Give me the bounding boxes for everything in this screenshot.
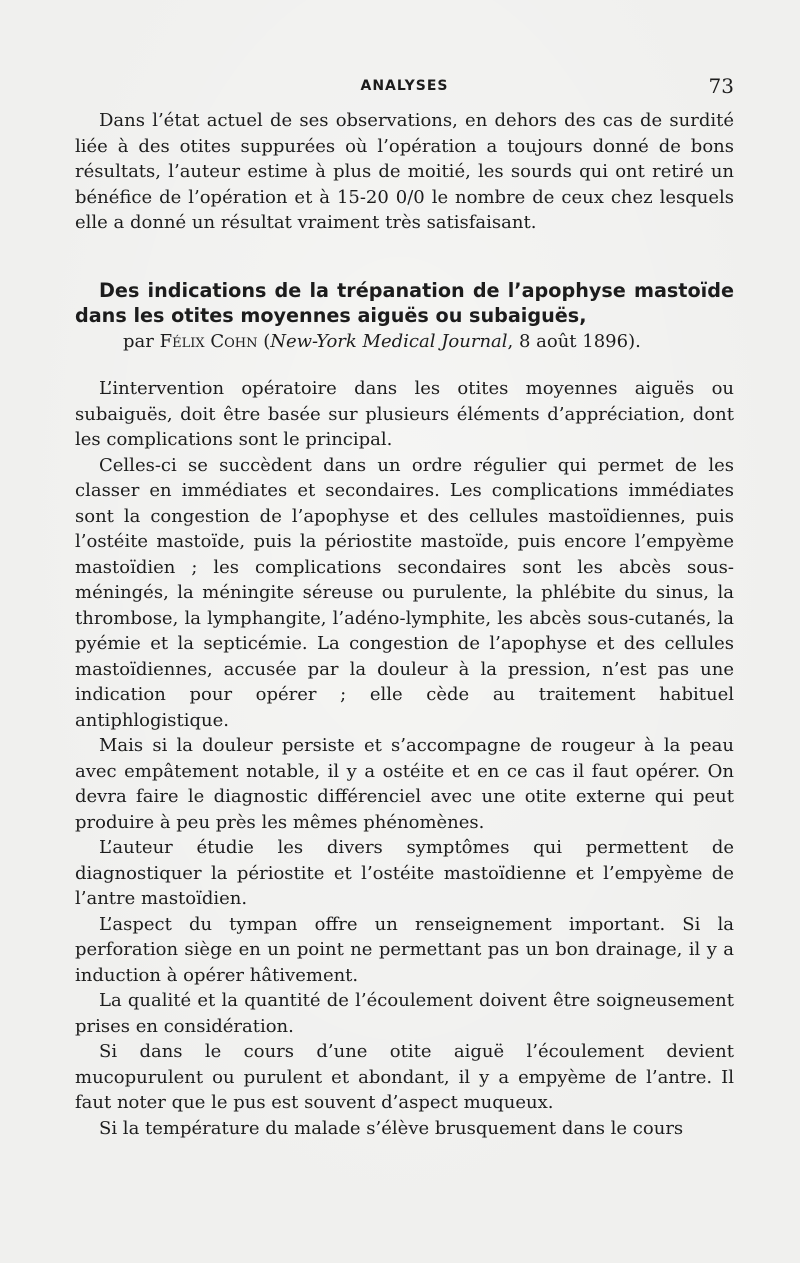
page-content [75, 108, 734, 1141]
journal-name: New-York Medical Journal [270, 330, 508, 352]
body-paragraph: Si dans le cours d’une otite aiguë l’écoulement devient mucopurulent ou purulent et abondant, il y a empyème de l’antre. Il faut noter que le pus est souvent d’aspect muqueux. [75, 1041, 734, 1113]
body-paragraph: Mais si la douleur persiste et s’accompagne de rougeur à la peau avec empâtement notable, il y a ostéite et en ce cas il faut opérer. On devra faire le diagnostic différenciel avec une otite externe qui peut produire à peu près les mêmes phénomènes. [75, 735, 734, 833]
running-head [75, 74, 734, 98]
article-heading [75, 278, 734, 355]
body-paragraph: L’auteur étudie les divers symptômes qui permettent de diagnostiquer la périostite et l’ostéite mastoïdienne et l’empyème de l’antre mastoïdien. [75, 837, 734, 909]
body-paragraph: La qualité et la quantité de l’écoulement doivent être soigneusement prises en considération. [75, 990, 734, 1037]
body-paragraph: L’intervention opératoire dans les otites moyennes aiguës ou subaiguës, doit être basée sur plusieurs éléments d’appréciation, dont les complications sont le principal. [75, 378, 734, 450]
author-name: Félix Cohn [159, 330, 258, 352]
continuation-paragraph: Dans l’état actuel de ses observations, en dehors des cas de surdité liée à des otites suppurées où l’opération a toujours donné de bons résultats, l’auteur estime à plus de moitié, les sourds qui ont retiré un bénéfice de l’opération et à 15-20 0/0 le nombre de ceux chez lesquels elle a donné un résultat vraiment très satisfaisant. [75, 110, 734, 233]
page-number: 73 [708, 74, 734, 98]
running-title: ANALYSES [360, 78, 449, 94]
citation-open: ( [263, 330, 271, 352]
body-paragraph: Celles-ci se succèdent dans un ordre régulier qui permet de les classer en immédiates et secondaires. Les complications immédiates sont la congestion de l’apophyse et des cellules mastoïdiennes, puis l’ostéite mastoïde, puis la périostite mastoïde, puis encore l’empyème mastoïdien ; les complications secondaires sont les abcès sous-méningés, la méningite séreuse ou purulente, la phlébite du sinus, la thrombose, la lymphangite, l’adéno-lymphite, les abcès sous-cutanés, la pyémie et la septicémie. La congestion de l’apophyse et des cellules mastoïdiennes, accusée par la douleur à la pression, n’est pas une indication pour opérer ; elle cède au traitement habituel antiphlogistique. [75, 454, 734, 731]
body-paragraph: L’aspect du tympan offre un renseignement important. Si la perforation siège en un point ne permettant pas un bon drainage, il y a induction à opérer hâtivement. [75, 913, 734, 986]
article-title: Des indications de la trépanation de l’apophyse mastoïde dans les otites moyennes aiguës ou subaiguës, [75, 278, 734, 327]
citation-prefix: par [123, 330, 154, 352]
citation-details: , 8 août 1896). [507, 330, 641, 352]
article-citation [75, 329, 734, 355]
body-paragraph: Si la température du malade s’élève brusquement dans le cours [99, 1117, 684, 1139]
